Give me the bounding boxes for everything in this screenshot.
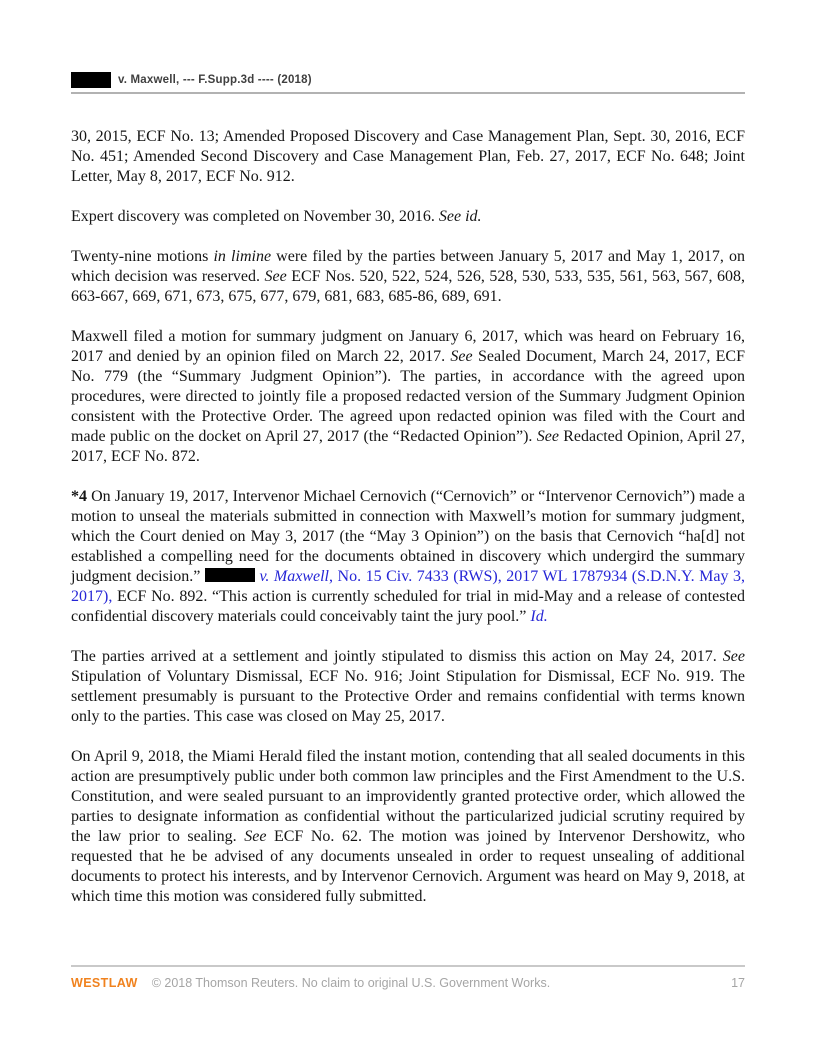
text-run: Stipulation of Voluntary Dismissal, ECF No. 916; Joint Stipulation for Dismissal, ECF No. 919. The settlement presumably is pursuant to the Protective Order and remains confidential with terms known only to the parties. This case was closed on May 25, 2017. [71,668,745,725]
text-run: in limine [213,248,272,265]
text-run: Maxwell filed a motion for summary judgment on January 6, 2017, which was heard on February 16, 2017 and denied by an opinion filed on March 22, 2017. [71,328,745,365]
case-citation-link[interactable]: Id. [530,608,548,625]
copyright-notice: © 2018 Thomson Reuters. No claim to original U.S. Government Works. [151,976,551,990]
text-run: The parties arrived at a settlement and jointly stipulated to dismiss this action on May 24, 2017. [71,648,723,665]
paragraph-4 [71,327,745,467]
inline-redaction-box [205,568,255,582]
text-run: ECF Nos. 520, 522, 524, 526, 528, 530, 533, 535, 561, 563, 567, 608, 663-667, 669, 671, 673, 675, 677, 679, 681, 683, 685-86, 689, 691. [71,268,745,305]
westlaw-logo: WESTLAW [71,976,138,990]
text-run: Twenty-nine motions [71,248,214,265]
paragraph-2 [71,207,745,227]
paragraph-5 [71,487,745,627]
case-citation-link[interactable]: , No. 15 Civ. 7433 (RWS), 2017 WL 1787934 (S.D.N.Y. May 3, 2017), [71,568,746,605]
text-run: ECF No. 892. “This action is currently scheduled for trial in mid-May and a release of contested confidential discovery materials could conceivably taint the jury pool.” [71,588,745,625]
text-run: *4 [71,488,87,505]
text-run: See [536,428,559,445]
paragraph-3 [71,247,745,307]
text-run: See [244,828,267,845]
text-run: On April 9, 2018, the Miami Herald filed the instant motion, contending that all sealed documents in this action are presumptively public under both common law principles and the First Amendment to the U.S. Constitution, and were sealed pursuant to an improvidently granted protective order, which allowed the parties to designate information as confidential without the particularized judicial scrutiny required by the law prior to sealing. [71,748,745,845]
paragraph-7 [71,747,745,907]
text-run: Sealed Document, March 24, 2017, ECF No. 779 (the “Summary Judgment Opinion”). The parties, in accordance with the agreed upon procedures, were directed to jointly file a proposed redacted version of the Summary Judgment Opinion consistent with the Protective Order. The agreed upon redacted opinion was filed with the Court and made public on the docket on April 27, 2017 (the “Redacted Opinion”). [71,348,745,445]
text-run: See [264,268,287,285]
text-run: On January 19, 2017, Intervenor Michael Cernovich (“Cernovich” or “Intervenor Cernovich”) made a motion to unseal the materials submitted in connection with Maxwell’s motion for summary judgment, which the Court denied on May 3, 2017 (the “May 3 Opinion”) on the basis that Cernovich “ha[d] not established a compelling need for the documents obtained in discovery which undergird the summary judgment decision.” [71,488,745,585]
header-redaction-box [71,72,111,88]
case-citation-header: v. Maxwell, --- F.Supp.3d ---- (2018) [118,74,312,86]
page-footer [71,965,745,990]
text-run: See [450,348,473,365]
text-run: Redacted Opinion, April 27, 2017, ECF No. 872. [71,428,746,465]
text-run: ECF No. 62. The motion was joined by Intervenor Dershowitz, who requested that he be advised of any documents unsealed in order to request unsealing of additional documents to protect his interests, and by Intervenor Cernovich. Argument was heard on May 9, 2018, at which time this motion was considered fully submitted. [71,828,746,905]
page-number: 17 [731,976,745,990]
text-run: 30, 2015, ECF No. 13; Amended Proposed Discovery and Case Management Plan, Sept. 30, 2016, ECF No. 451; Amended Second Discovery and Case Management Plan, Feb. 27, 2017, ECF No. 648; Joint Letter, May 8, 2017, ECF No. 912. [71,128,745,185]
text-run: See id. [438,208,482,225]
text-run: Expert discovery was completed on November 30, 2016. [71,208,439,225]
opinion-body [71,127,745,927]
header-citation-line [71,72,745,94]
page-header [71,72,745,94]
paragraph-1 [71,127,745,187]
paragraph-6 [71,647,745,727]
text-run: See [722,648,745,665]
case-citation-link[interactable]: v. Maxwell [259,568,329,585]
text-run: were filed by the parties between January 5, 2017 and May 1, 2017, on which decision was reserved. [71,248,746,285]
